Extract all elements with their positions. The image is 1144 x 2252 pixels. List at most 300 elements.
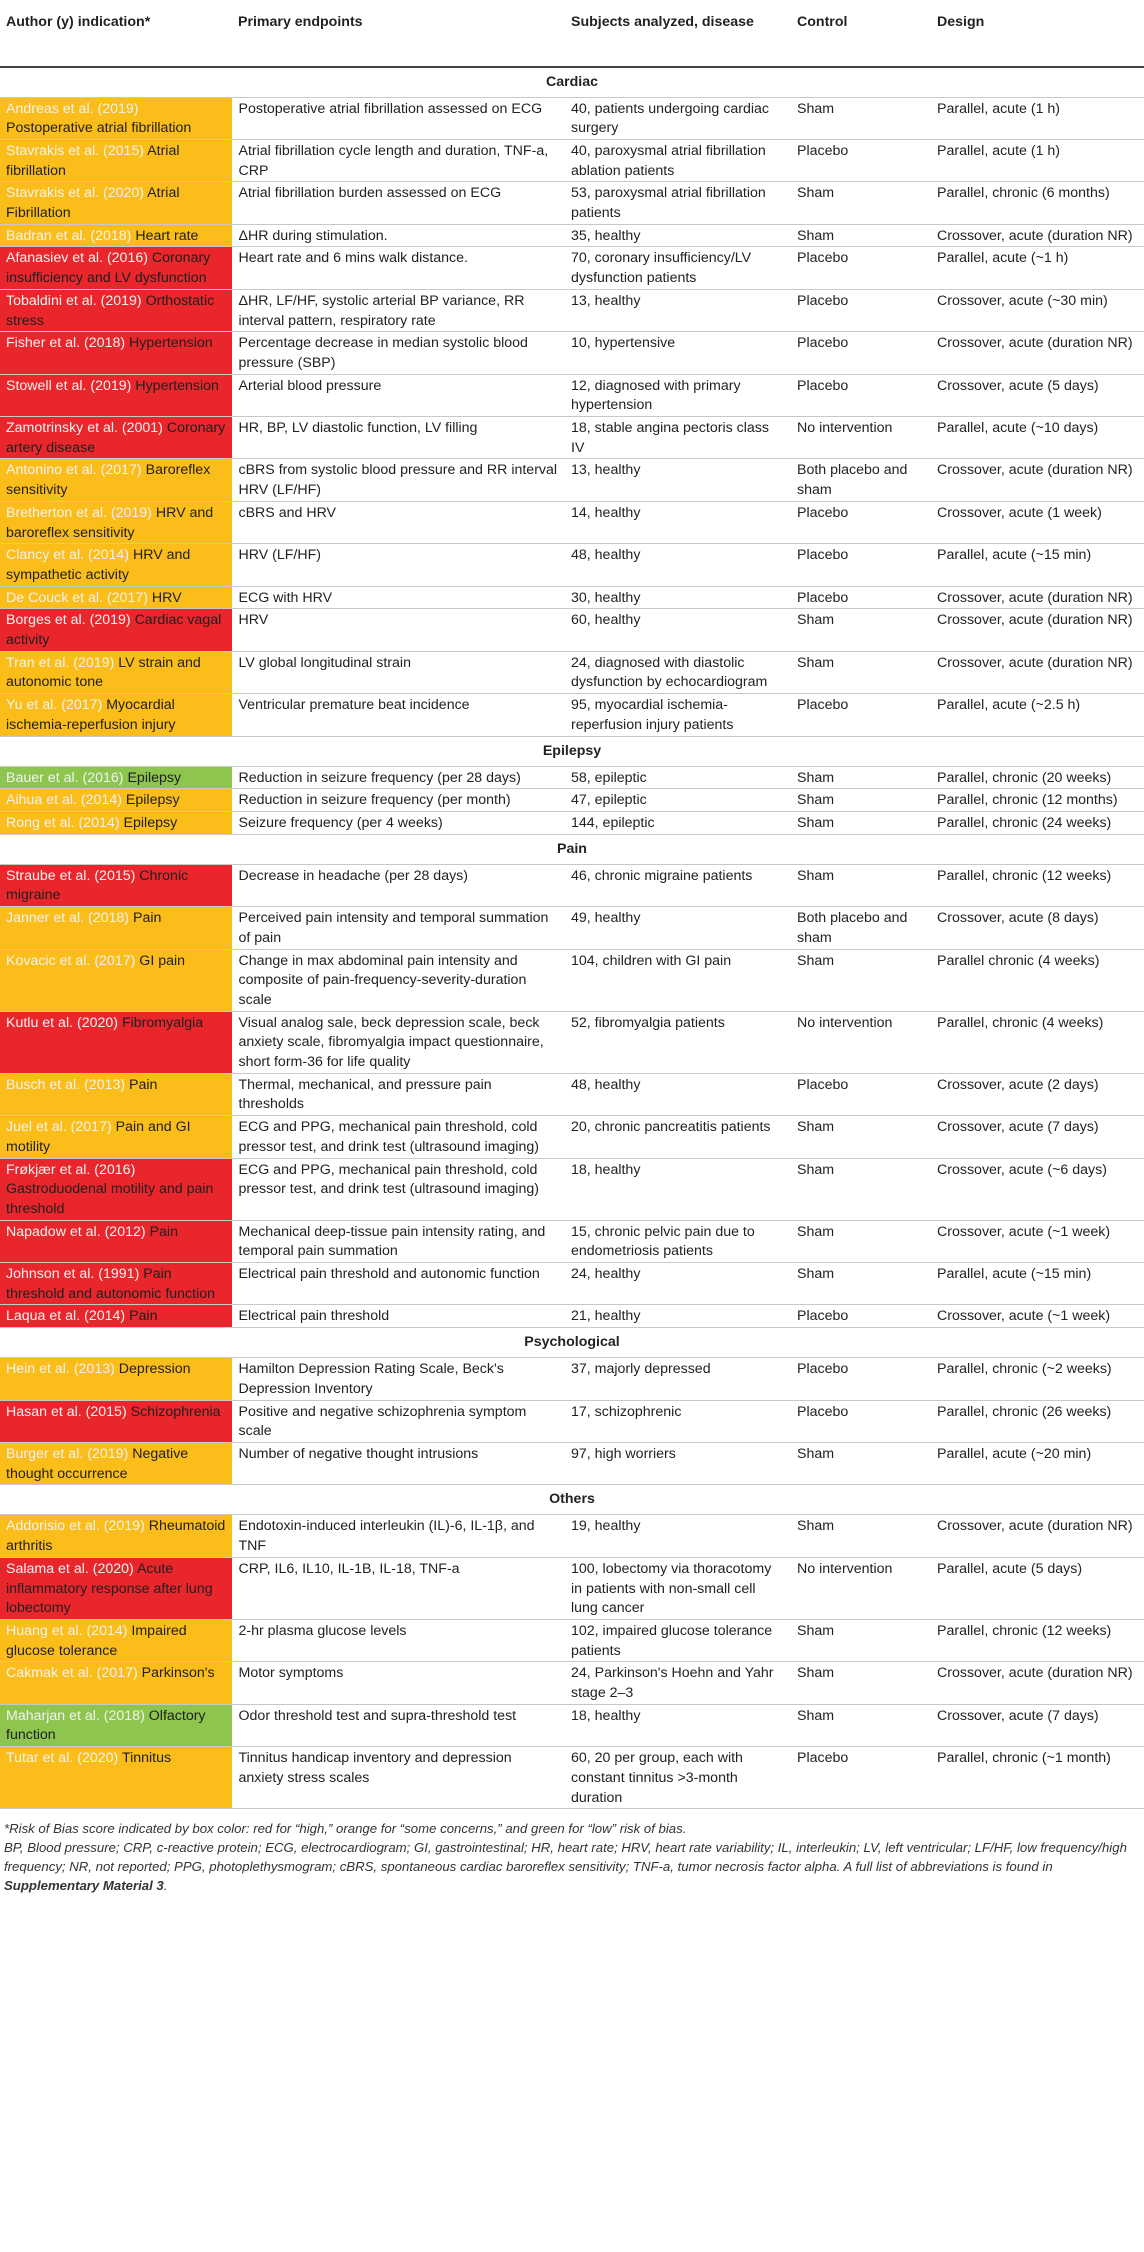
table-header <box>0 0 1144 67</box>
author-risk-cell <box>0 907 232 949</box>
control-cell: Placebo <box>791 139 931 181</box>
endpoints-cell: CRP, IL6, IL10, IL-1B, IL-18, TNF-a <box>232 1557 565 1619</box>
subjects-cell: 13, healthy <box>565 289 791 331</box>
author-citation[interactable]: Napadow et al. (2012) <box>6 1223 146 1240</box>
subjects-cell: 52, fibromyalgia patients <box>565 1011 791 1073</box>
indication-text: Atrial Fibrillation <box>6 185 180 222</box>
design-cell: Parallel, chronic (~1 month) <box>931 1747 1144 1809</box>
endpoints-cell: Tinnitus handicap inventory and depression anxiety stress scales <box>232 1747 565 1809</box>
author-risk-cell <box>0 139 232 181</box>
author-citation[interactable]: Rong et al. (2014) <box>6 815 120 831</box>
design-cell: Crossover, acute (duration NR) <box>931 224 1144 247</box>
table-row <box>0 1158 1144 1220</box>
control-cell: Sham <box>791 812 931 835</box>
subjects-cell: 53, paroxysmal atrial fibrillation patients <box>565 182 791 224</box>
design-cell: Parallel, chronic (12 months) <box>931 789 1144 812</box>
indication-text: HRV and sympathetic activity <box>6 547 191 583</box>
table-row <box>0 1358 1144 1400</box>
table-row <box>0 459 1144 501</box>
table-row <box>0 651 1144 693</box>
table-footnote <box>0 1809 1144 1895</box>
endpoints-cell: Endotoxin-induced interleukin (IL)-6, IL-1β, and TNF <box>232 1515 565 1557</box>
section-header-row <box>0 736 1144 766</box>
indication-text: Baroreflex sensitivity <box>6 462 211 499</box>
table-row <box>0 864 1144 906</box>
author-citation[interactable]: Bauer et al. (2016) <box>6 769 124 786</box>
author-risk-cell <box>0 1305 232 1328</box>
endpoints-cell: HRV (LF/HF) <box>232 544 565 586</box>
author-citation[interactable]: Burger et al. (2019) <box>6 1445 129 1462</box>
control-cell: Sham <box>791 1704 931 1746</box>
design-cell: Parallel, acute (1 h) <box>931 139 1144 181</box>
endpoints-cell: LV global longitudinal strain <box>232 651 565 693</box>
control-cell: Sham <box>791 609 931 651</box>
author-citation[interactable]: Andreas et al. (2019) <box>6 100 139 117</box>
author-risk-cell <box>0 1073 232 1115</box>
control-cell: Placebo <box>791 1400 931 1442</box>
subjects-cell: 70, coronary insufficiency/LV dysfunction patients <box>565 247 791 289</box>
header-author: Author (y) indication* <box>0 0 232 67</box>
indication-text: Coronary artery disease <box>6 420 226 456</box>
table-row <box>0 907 1144 949</box>
table-body <box>0 67 1144 1809</box>
control-cell: Placebo <box>791 374 931 416</box>
endpoints-cell: Perceived pain intensity and temporal summation of pain <box>232 907 565 949</box>
design-cell: Parallel, chronic (12 weeks) <box>931 1619 1144 1661</box>
author-citation[interactable]: Salama et al. (2020) <box>6 1560 134 1577</box>
design-cell: Parallel, chronic (20 weeks) <box>931 766 1144 789</box>
subjects-cell: 35, healthy <box>565 224 791 247</box>
subjects-cell: 40, patients undergoing cardiac surgery <box>565 97 791 139</box>
design-cell: Crossover, acute (duration NR) <box>931 1515 1144 1557</box>
control-cell: Sham <box>791 1220 931 1262</box>
author-citation[interactable]: Juel et al. (2017) <box>6 1119 112 1136</box>
table-row <box>0 332 1144 374</box>
subjects-cell: 14, healthy <box>565 501 791 543</box>
author-risk-cell <box>0 374 232 416</box>
endpoints-cell: Odor threshold test and supra-threshold test <box>232 1704 565 1746</box>
author-citation[interactable]: Antonino et al. (2017) <box>6 462 142 479</box>
control-cell: Sham <box>791 97 931 139</box>
author-risk-cell <box>0 1358 232 1400</box>
indication-text: Hypertension <box>135 377 219 394</box>
design-cell: Parallel, acute (~15 min) <box>931 544 1144 586</box>
control-cell: Sham <box>791 1619 931 1661</box>
author-risk-cell <box>0 864 232 906</box>
endpoints-cell: 2-hr plasma glucose levels <box>232 1619 565 1661</box>
control-cell: Sham <box>791 1116 931 1158</box>
subjects-cell: 24, diagnosed with diastolic dysfunction by echocardiogram <box>565 651 791 693</box>
indication-text: Parkinson's <box>141 1665 215 1682</box>
subjects-cell: 100, lobectomy via thoracotomy in patients with non-small cell lung cancer <box>565 1557 791 1619</box>
author-risk-cell <box>0 247 232 289</box>
endpoints-cell: Electrical pain threshold <box>232 1305 565 1328</box>
control-cell: Placebo <box>791 694 931 736</box>
author-risk-cell <box>0 182 232 224</box>
endpoints-cell: Number of negative thought intrusions <box>232 1442 565 1484</box>
endpoints-cell: Reduction in seizure frequency (per 28 days) <box>232 766 565 789</box>
author-risk-cell <box>0 1158 232 1220</box>
author-risk-cell <box>0 1263 232 1305</box>
header-design: Design <box>931 0 1144 67</box>
author-risk-cell <box>0 417 232 459</box>
control-cell: No intervention <box>791 1557 931 1619</box>
control-cell: Sham <box>791 766 931 789</box>
control-cell: Sham <box>791 1442 931 1484</box>
indication-text: Pain <box>129 1308 158 1325</box>
section-title: Pain <box>0 834 1144 864</box>
footnote-end: . <box>163 1878 168 1894</box>
table-row <box>0 247 1144 289</box>
endpoints-cell: ECG and PPG, mechanical pain threshold, cold pressor test, and drink test (ultrasound imaging) <box>232 1158 565 1220</box>
control-cell: Sham <box>791 789 931 812</box>
endpoints-cell: Visual analog sale, beck depression scale, beck anxiety scale, fibromyalgia impact questionnaire, short form-36 for life quality <box>232 1011 565 1073</box>
subjects-cell: 48, healthy <box>565 1073 791 1115</box>
indication-text: Epilepsy <box>123 815 178 831</box>
author-citation[interactable]: Straube et al. (2015) <box>6 867 136 884</box>
indication-text: Schizophrenia <box>130 1403 221 1420</box>
author-citation[interactable]: Bretherton et al. (2019) <box>6 504 152 521</box>
endpoints-cell: Change in max abdominal pain intensity and composite of pain-frequency-severity-duration scale <box>232 949 565 1011</box>
subjects-cell: 95, myocardial ischemia-reperfusion injury patients <box>565 694 791 736</box>
author-risk-cell <box>0 501 232 543</box>
control-cell: No intervention <box>791 417 931 459</box>
author-citation[interactable]: Hein et al. (2013) <box>6 1361 115 1378</box>
table-row <box>0 97 1144 139</box>
control-cell: Placebo <box>791 289 931 331</box>
table-row <box>0 1305 1144 1328</box>
author-citation[interactable]: Frøkjær et al. (2016) <box>6 1161 136 1178</box>
author-citation[interactable]: Addorisio et al. (2019) <box>6 1518 145 1535</box>
table-row <box>0 1442 1144 1484</box>
design-cell: Crossover, acute (7 days) <box>931 1116 1144 1158</box>
design-cell: Parallel, acute (5 days) <box>931 1557 1144 1619</box>
endpoints-cell: Ventricular premature beat incidence <box>232 694 565 736</box>
endpoints-cell: cBRS from systolic blood pressure and RR interval HRV (LF/HF) <box>232 459 565 501</box>
header-endpoints: Primary endpoints <box>232 0 565 67</box>
section-header-row <box>0 67 1144 97</box>
author-risk-cell <box>0 1011 232 1073</box>
author-citation[interactable]: Laqua et al. (2014) <box>6 1308 126 1325</box>
design-cell: Crossover, acute (duration NR) <box>931 609 1144 651</box>
endpoints-cell: ΔHR during stimulation. <box>232 224 565 247</box>
design-cell: Crossover, acute (1 week) <box>931 501 1144 543</box>
section-title: Others <box>0 1485 1144 1515</box>
author-citation[interactable]: Busch et al. (2013) <box>6 1076 126 1093</box>
subjects-cell: 10, hypertensive <box>565 332 791 374</box>
indication-text: HRV and baroreflex sensitivity <box>6 504 214 541</box>
author-risk-cell <box>0 332 232 374</box>
table-row <box>0 812 1144 835</box>
table-row <box>0 1011 1144 1073</box>
subjects-cell: 30, healthy <box>565 586 791 609</box>
design-cell: Parallel, chronic (24 weeks) <box>931 812 1144 835</box>
design-cell: Parallel chronic (4 weeks) <box>931 949 1144 1011</box>
subjects-cell: 97, high worriers <box>565 1442 791 1484</box>
author-risk-cell <box>0 1400 232 1442</box>
endpoints-cell: cBRS and HRV <box>232 501 565 543</box>
author-risk-cell <box>0 1747 232 1809</box>
table-row <box>0 417 1144 459</box>
indication-text: Orthostatic stress <box>6 292 215 329</box>
author-citation[interactable]: Tutar et al. (2020) <box>6 1750 119 1767</box>
indication-text: Depression <box>118 1361 191 1378</box>
design-cell: Parallel, chronic (26 weeks) <box>931 1400 1144 1442</box>
indication-text: Postoperative atrial fibrillation <box>6 120 192 137</box>
endpoints-cell: Arterial blood pressure <box>232 374 565 416</box>
author-citation[interactable]: Kovacic et al. (2017) <box>6 952 136 969</box>
subjects-cell: 58, epileptic <box>565 766 791 789</box>
table-row <box>0 1619 1144 1661</box>
footnote-abbreviations <box>4 1838 1140 1895</box>
author-risk-cell <box>0 1515 232 1557</box>
indication-text: Heart rate <box>135 227 199 244</box>
design-cell: Crossover, acute (2 days) <box>931 1073 1144 1115</box>
author-citation[interactable]: Maharjan et al. (2018) <box>6 1707 145 1724</box>
author-citation[interactable]: Johnson et al. (1991) <box>6 1266 140 1283</box>
author-risk-cell <box>0 1619 232 1661</box>
subjects-cell: 19, healthy <box>565 1515 791 1557</box>
design-cell: Parallel, chronic (6 months) <box>931 182 1144 224</box>
endpoints-cell: Reduction in seizure frequency (per month) <box>232 789 565 812</box>
design-cell: Parallel, chronic (4 weeks) <box>931 1011 1144 1073</box>
table-row <box>0 586 1144 609</box>
subjects-cell: 37, majorly depressed <box>565 1358 791 1400</box>
author-citation[interactable]: Huang et al. (2014) <box>6 1622 128 1639</box>
author-risk-cell <box>0 1442 232 1484</box>
indication-text: Tinnitus <box>121 1750 172 1767</box>
subjects-cell: 18, healthy <box>565 1158 791 1220</box>
indication-text: Cardiac vagal activity <box>6 612 222 649</box>
control-cell: Placebo <box>791 332 931 374</box>
indication-text: GI pain <box>139 952 186 969</box>
section-title: Epilepsy <box>0 736 1144 766</box>
subjects-cell: 60, healthy <box>565 609 791 651</box>
indication-text: Atrial fibrillation <box>6 142 180 179</box>
design-cell: Crossover, acute (~30 min) <box>931 289 1144 331</box>
author-citation[interactable]: Yu et al. (2017) <box>6 697 103 714</box>
author-risk-cell <box>0 812 232 835</box>
author-citation[interactable]: Janner et al. (2018) <box>6 910 130 927</box>
header-subjects: Subjects analyzed, disease <box>565 0 791 67</box>
table-row <box>0 289 1144 331</box>
endpoints-cell: ΔHR, LF/HF, systolic arterial BP variance, RR interval pattern, respiratory rate <box>232 289 565 331</box>
control-cell: Placebo <box>791 586 931 609</box>
author-risk-cell <box>0 289 232 331</box>
indication-text: HRV <box>151 589 182 606</box>
endpoints-cell: Decrease in headache (per 28 days) <box>232 864 565 906</box>
design-cell: Parallel, chronic (12 weeks) <box>931 864 1144 906</box>
control-cell: No intervention <box>791 1011 931 1073</box>
control-cell: Placebo <box>791 1073 931 1115</box>
design-cell: Crossover, acute (duration NR) <box>931 651 1144 693</box>
endpoints-cell: ECG with HRV <box>232 586 565 609</box>
design-cell: Parallel, acute (~15 min) <box>931 1263 1144 1305</box>
subjects-cell: 18, stable angina pectoris class IV <box>565 417 791 459</box>
subjects-cell: 18, healthy <box>565 1704 791 1746</box>
design-cell: Crossover, acute (duration NR) <box>931 1662 1144 1704</box>
control-cell: Sham <box>791 651 931 693</box>
endpoints-cell: Atrial fibrillation burden assessed on ECG <box>232 182 565 224</box>
control-cell: Sham <box>791 1515 931 1557</box>
author-citation[interactable]: De Couck et al. (2017) <box>6 589 148 606</box>
control-cell: Sham <box>791 949 931 1011</box>
indication-text: Fibromyalgia <box>121 1014 204 1031</box>
author-citation[interactable]: Borges et al. (2019) <box>6 612 131 629</box>
subjects-cell: 40, paroxysmal atrial fibrillation ablation patients <box>565 139 791 181</box>
table-row <box>0 139 1144 181</box>
table-row <box>0 766 1144 789</box>
endpoints-cell: Seizure frequency (per 4 weeks) <box>232 812 565 835</box>
indication-text: Pain <box>129 1076 158 1093</box>
author-risk-cell <box>0 459 232 501</box>
design-cell: Crossover, acute (~6 days) <box>931 1158 1144 1220</box>
endpoints-cell: Electrical pain threshold and autonomic function <box>232 1263 565 1305</box>
endpoints-cell: Heart rate and 6 mins walk distance. <box>232 247 565 289</box>
endpoints-cell: Atrial fibrillation cycle length and duration, TNF-a, CRP <box>232 139 565 181</box>
design-cell: Crossover, acute (duration NR) <box>931 586 1144 609</box>
control-cell: Sham <box>791 182 931 224</box>
section-header-row <box>0 1328 1144 1358</box>
author-citation[interactable]: Badran et al. (2018) <box>6 227 132 244</box>
table-row <box>0 224 1144 247</box>
author-citation[interactable]: Tran et al. (2019) <box>6 654 115 671</box>
author-risk-cell <box>0 1116 232 1158</box>
indication-text: Myocardial ischemia-reperfusion injury <box>6 697 176 733</box>
indication-text: Epilepsy <box>125 792 180 809</box>
subjects-cell: 46, chronic migraine patients <box>565 864 791 906</box>
endpoints-cell: HRV <box>232 609 565 651</box>
header-control: Control <box>791 0 931 67</box>
author-risk-cell <box>0 1557 232 1619</box>
control-cell: Placebo <box>791 1358 931 1400</box>
indication-text: Impaired glucose tolerance <box>6 1622 187 1659</box>
table-row <box>0 1073 1144 1115</box>
author-citation[interactable]: Hasan et al. (2015) <box>6 1403 127 1420</box>
table-row <box>0 1557 1144 1619</box>
subjects-cell: 20, chronic pancreatitis patients <box>565 1116 791 1158</box>
endpoints-cell: Motor symptoms <box>232 1662 565 1704</box>
table-row <box>0 374 1144 416</box>
indication-text: Olfactory function <box>6 1707 206 1744</box>
endpoints-cell: HR, BP, LV diastolic function, LV filling <box>232 417 565 459</box>
subjects-cell: 21, healthy <box>565 1305 791 1328</box>
subjects-cell: 102, impaired glucose tolerance patients <box>565 1619 791 1661</box>
table-row <box>0 694 1144 736</box>
author-risk-cell <box>0 1704 232 1746</box>
design-cell: Crossover, acute (7 days) <box>931 1704 1144 1746</box>
table-row <box>0 1400 1144 1442</box>
indication-text: Pain <box>133 910 162 927</box>
control-cell: Sham <box>791 1662 931 1704</box>
indication-text: Pain threshold and autonomic function <box>6 1266 216 1302</box>
indication-text: Rheumatoid arthritis <box>6 1518 226 1555</box>
table-row <box>0 501 1144 543</box>
subjects-cell: 24, Parkinson's Hoehn and Yahr stage 2–3 <box>565 1662 791 1704</box>
indication-text: Hypertension <box>129 335 213 352</box>
table-row <box>0 949 1144 1011</box>
section-title: Cardiac <box>0 67 1144 97</box>
control-cell: Both placebo and sham <box>791 907 931 949</box>
table-row <box>0 1747 1144 1809</box>
subjects-cell: 47, epileptic <box>565 789 791 812</box>
author-citation[interactable]: Stavrakis et al. (2020) <box>6 185 144 202</box>
author-risk-cell <box>0 1220 232 1262</box>
endpoints-cell: Mechanical deep-tissue pain intensity rating, and temporal pain summation <box>232 1220 565 1262</box>
indication-text: Gastroduodenal motility and pain threshold <box>6 1181 214 1217</box>
author-citation[interactable]: Zamotrinsky et al. (2001) <box>6 420 163 437</box>
author-citation[interactable]: Aihua et al. (2014) <box>6 792 122 809</box>
indication-text: Negative thought occurrence <box>6 1445 189 1482</box>
control-cell: Sham <box>791 1263 931 1305</box>
author-risk-cell <box>0 766 232 789</box>
author-citation[interactable]: Clancy et al. (2014) <box>6 547 130 564</box>
control-cell: Both placebo and sham <box>791 459 931 501</box>
author-risk-cell <box>0 97 232 139</box>
design-cell: Parallel, chronic (~2 weeks) <box>931 1358 1144 1400</box>
subjects-cell: 17, schizophrenic <box>565 1400 791 1442</box>
author-citation[interactable]: Stowell et al. (2019) <box>6 377 132 394</box>
design-cell: Crossover, acute (duration NR) <box>931 332 1144 374</box>
supplementary-link[interactable]: Supplementary Material 3 <box>4 1878 164 1894</box>
author-citation[interactable]: Kutlu et al. (2020) <box>6 1014 118 1031</box>
author-risk-cell <box>0 651 232 693</box>
design-cell: Crossover, acute (8 days) <box>931 907 1144 949</box>
author-risk-cell <box>0 609 232 651</box>
author-citation[interactable]: Afanasiev et al. (2016) <box>6 250 148 267</box>
endpoints-cell: Positive and negative schizophrenia symptom scale <box>232 1400 565 1442</box>
indication-text: Pain <box>149 1223 178 1240</box>
design-cell: Crossover, acute (5 days) <box>931 374 1144 416</box>
author-citation[interactable]: Tobaldini et al. (2019) <box>6 292 142 309</box>
subjects-cell: 104, children with GI pain <box>565 949 791 1011</box>
table-row <box>0 1515 1144 1557</box>
indication-text: LV strain and autonomic tone <box>6 654 201 691</box>
table-row <box>0 789 1144 812</box>
table-row <box>0 544 1144 586</box>
control-cell: Sham <box>791 1158 931 1220</box>
endpoints-cell: Thermal, mechanical, and pressure pain thresholds <box>232 1073 565 1115</box>
author-risk-cell <box>0 1662 232 1704</box>
endpoints-cell: Percentage decrease in median systolic blood pressure (SBP) <box>232 332 565 374</box>
subjects-cell: 60, 20 per group, each with constant tinnitus >3-month duration <box>565 1747 791 1809</box>
subjects-cell: 24, healthy <box>565 1263 791 1305</box>
control-cell: Placebo <box>791 247 931 289</box>
section-header-row <box>0 1485 1144 1515</box>
design-cell: Parallel, acute (1 h) <box>931 97 1144 139</box>
section-title: Psychological <box>0 1328 1144 1358</box>
header-row <box>0 0 1144 67</box>
table-row <box>0 1263 1144 1305</box>
footnote-risk-legend: *Risk of Bias score indicated by box color: red for “high,” orange for “some concerns,” and green for “low” risk of bias. <box>4 1821 687 1837</box>
design-cell: Parallel, acute (~1 h) <box>931 247 1144 289</box>
design-cell: Parallel, acute (~10 days) <box>931 417 1144 459</box>
design-cell: Crossover, acute (duration NR) <box>931 459 1144 501</box>
control-cell: Placebo <box>791 544 931 586</box>
control-cell: Sham <box>791 864 931 906</box>
endpoints-cell: ECG and PPG, mechanical pain threshold, cold pressor test, and drink test (ultrasound imaging) <box>232 1116 565 1158</box>
design-cell: Crossover, acute (~1 week) <box>931 1220 1144 1262</box>
control-cell: Placebo <box>791 1747 931 1809</box>
author-citation[interactable]: Stavrakis et al. (2015) <box>6 142 144 159</box>
subjects-cell: 12, diagnosed with primary hypertension <box>565 374 791 416</box>
author-citation[interactable]: Fisher et al. (2018) <box>6 335 126 352</box>
endpoints-cell: Postoperative atrial fibrillation assessed on ECG <box>232 97 565 139</box>
table-row <box>0 1116 1144 1158</box>
subjects-cell: 144, epileptic <box>565 812 791 835</box>
author-risk-cell <box>0 694 232 736</box>
author-citation[interactable]: Cakmak et al. (2017) <box>6 1665 138 1682</box>
